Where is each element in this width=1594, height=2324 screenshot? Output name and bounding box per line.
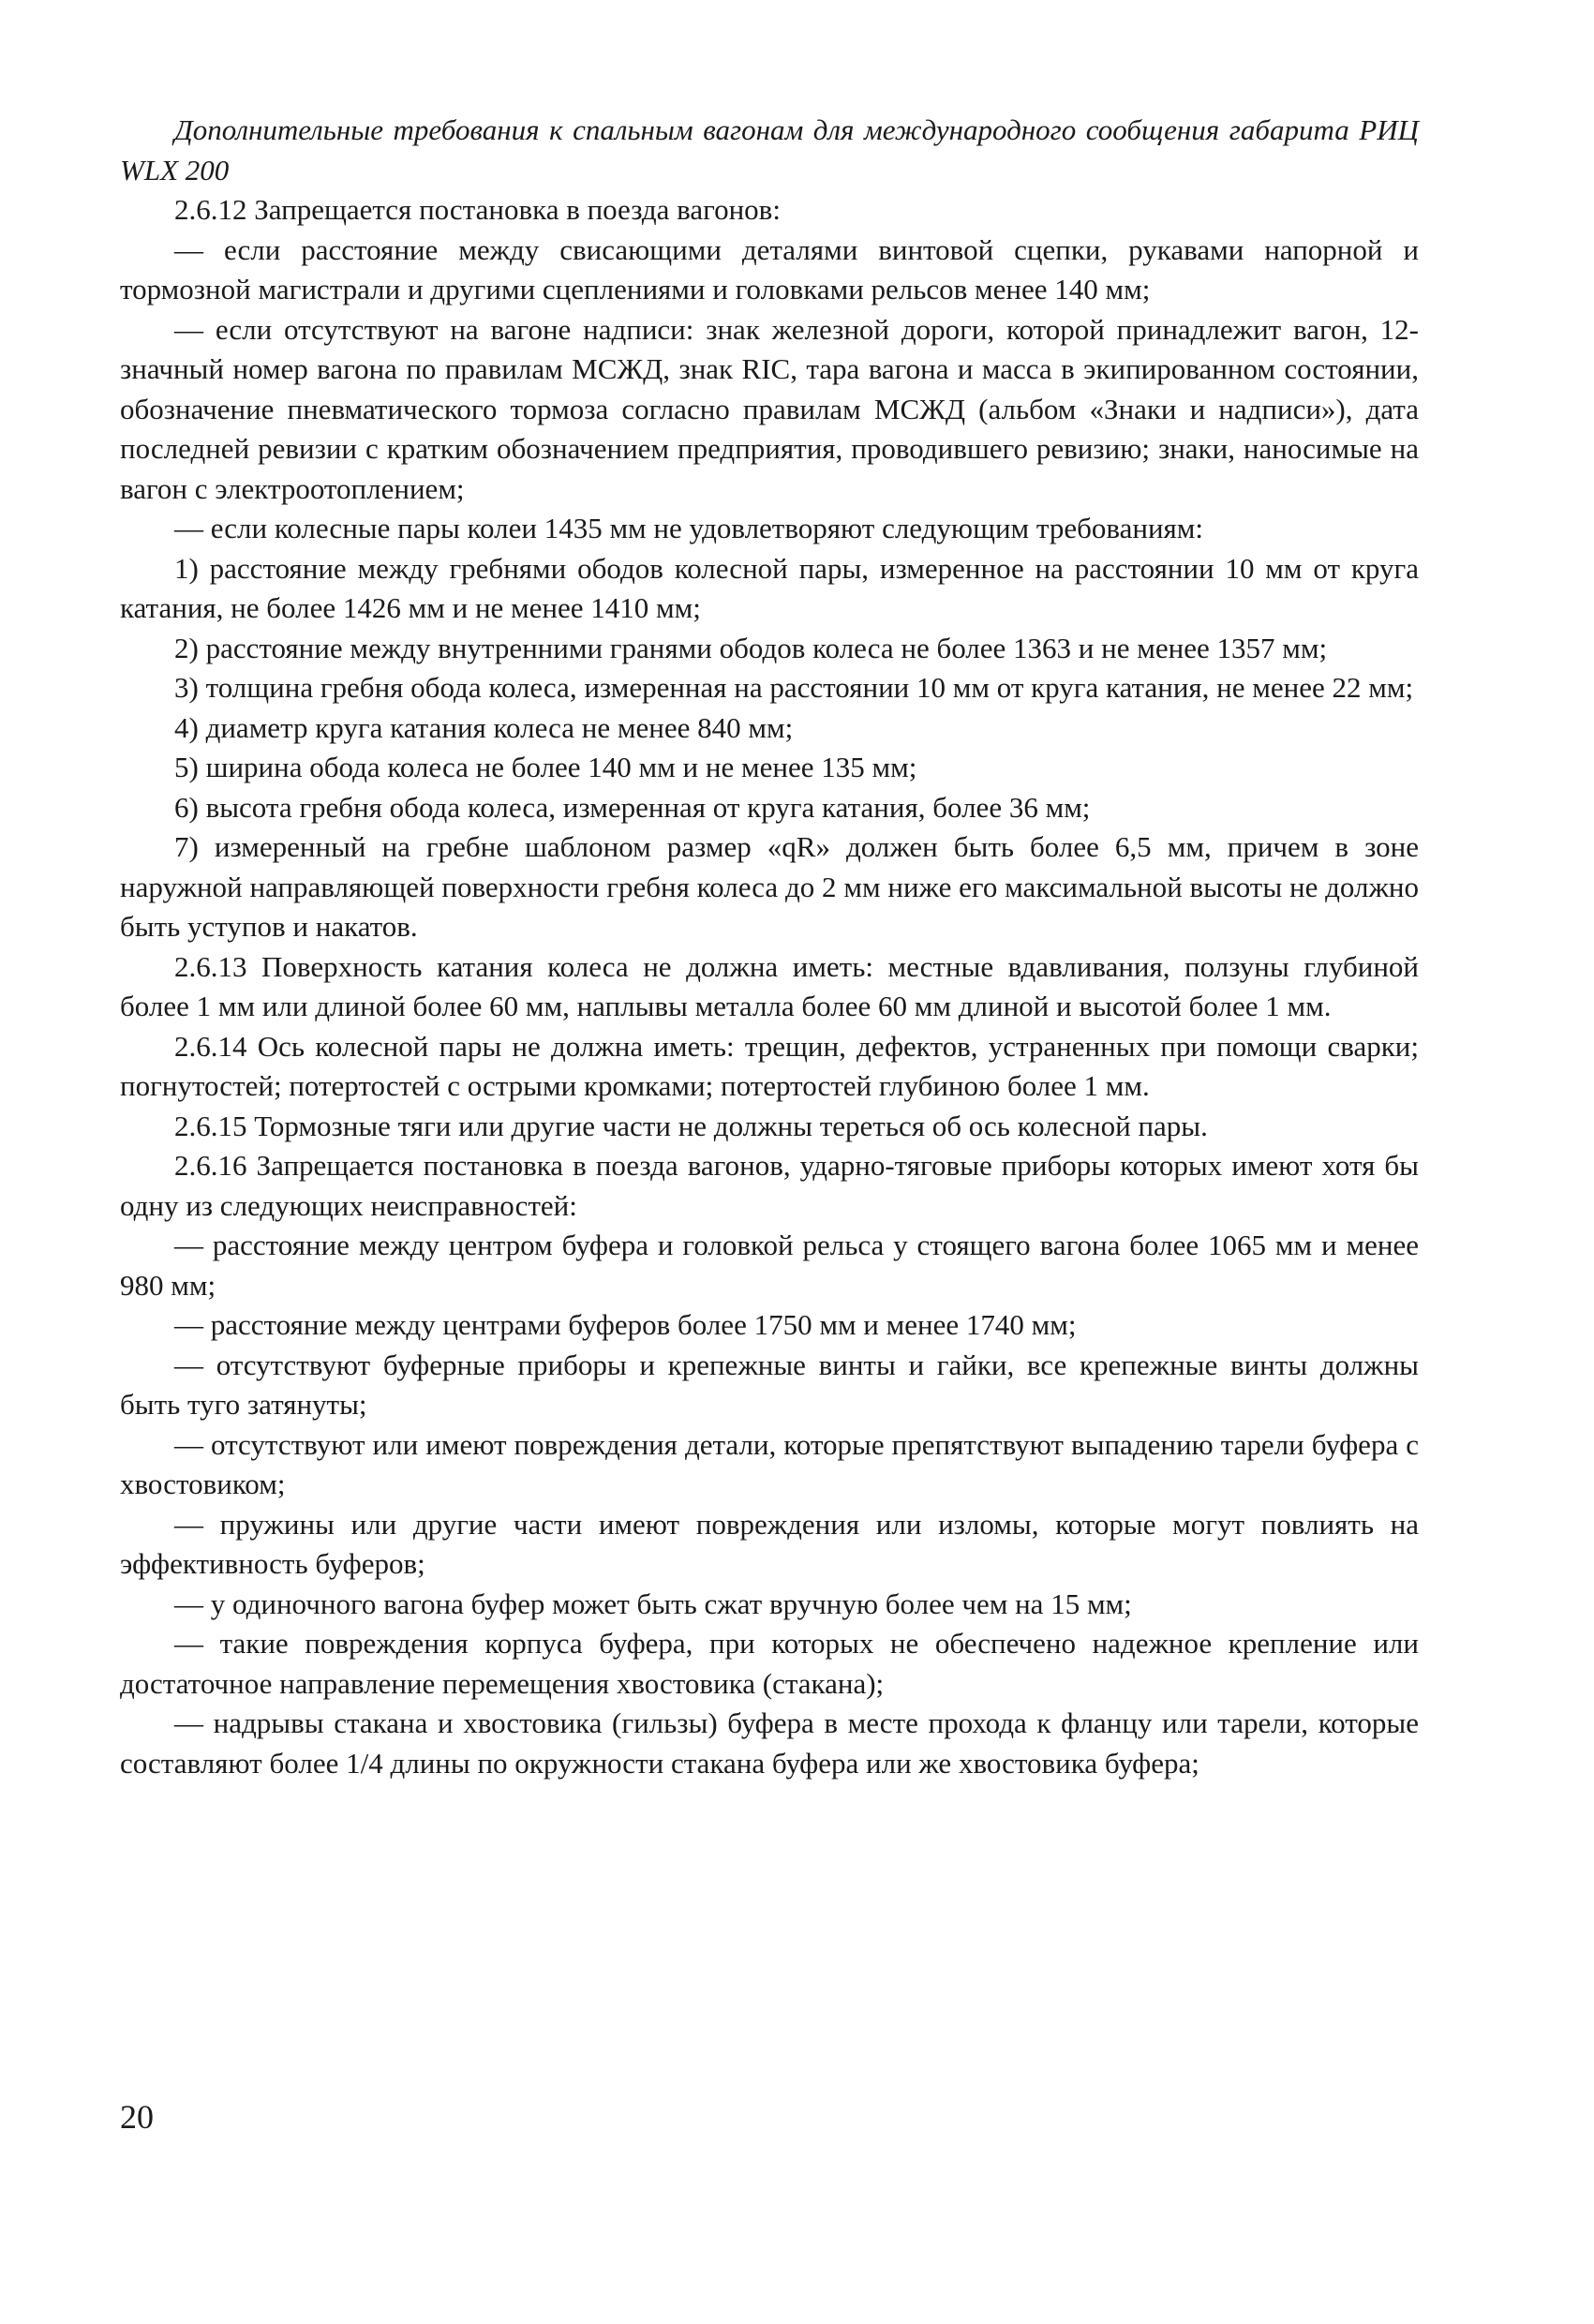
requirement-1: 1) расстояние между гребнями ободов колесной пары, измеренное на расстоянии 10 мм от круга катания, не более 1426 мм и не менее 1410 мм; — [120, 551, 1419, 624]
list-item-buffer-housing: — такие повреждения корпуса буфера, при которых не обеспечено надежное крепление или достаточное направление перемещения хвостовика (стакана); — [120, 1627, 1419, 1700]
requirement-4: 4) диаметр круга катания колеса не менее 840 мм; — [174, 710, 794, 744]
requirement-6: 6) высота гребня обода колеса, измеренная от круга катания, более 36 мм; — [174, 790, 1091, 824]
list-item-buffer-devices: — отсутствуют буферные приборы и крепежные винты и гайки, все крепежные винты должны быть туго затянуты; — [120, 1348, 1419, 1421]
requirement-5: 5) ширина обода колеса не более 140 мм и не менее 135 мм; — [174, 751, 917, 783]
list-item-buffer-parts: — отсутствуют или имеют повреждения детали, которые препятствуют выпадению тарели буфера с хвостовиком; — [120, 1427, 1419, 1500]
list-item-springs: — пружины или другие части имеют повреждения или изломы, которые могут повлиять на эффективность буферов; — [120, 1507, 1419, 1580]
document-body — [120, 111, 1419, 1783]
list-item-buffer-compression: — у одиночного вагона буфер может быть сжат вручную более чем на 15 мм; — [174, 1587, 1132, 1620]
list-item-buffer-height: — расстояние между центром буфера и головкой рельса у стоящего вагона более 1065 мм и менее 980 мм; — [120, 1229, 1419, 1302]
list-item-clearance: — если расстояние между свисающими деталями винтовой сцепки, рукавами напорной и тормозной магистрали и другими сцеплениями и головками рельсов менее 140 мм; — [120, 232, 1419, 305]
paragraph-2-6-14: 2.6.14 Ось колесной пары не должна иметь: трещин, дефектов, устраненных при помощи сварки; погнутостей; потертостей с острыми кромками; потертостей глубиною более 1 мм. — [120, 1029, 1419, 1102]
paragraph-2-6-13: 2.6.13 Поверхность катания колеса не должна иметь: местные вдавливания, ползуны глубиной более 1 мм или длиной более 60 мм, наплывы металла более 60 мм длиной и высотой более 1 мм. — [120, 949, 1419, 1022]
list-item-inscriptions: — если отсутствуют на вагоне надписи: знак железной дороги, которой принадлежит вагон, 12-значный номер вагона по правилам МСЖД, знак RIC, тара вагона и масса в экипированном состоянии, обозначение пневматического тормоза согласно правилам МСЖД (альбом «Знаки и надписи»), дата последней ревизии с кратким обозначением предприятия, проводившего ревизию; знаки, наносимые на вагон с электроотоплением; — [120, 312, 1419, 505]
paragraph-2-6-16: 2.6.16 Запрещается постановка в поезда вагонов, ударно-тяговые приборы которых имеют хотя бы одну из следующих неисправностей: — [120, 1149, 1419, 1222]
paragraph-2-6-12: 2.6.12 Запрещается постановка в поезда вагонов: — [174, 193, 781, 226]
paragraph-2-6-15: 2.6.15 Тормозные тяги или другие части не должны тереться об ось колесной пары. — [174, 1109, 1208, 1142]
section-heading: Дополнительные требования к спальным вагонам для международного сообщения габарита РИЦ WLX 200 — [120, 113, 1419, 186]
requirement-7: 7) измеренный на гребне шаблоном размер «qR» должен быть более 6,5 мм, причем в зоне наружной направляющей поверхности гребня колеса до 2 мм ниже его максимальной высоты не должно быть уступов и накатов. — [120, 830, 1419, 943]
requirement-3: 3) толщина гребня обода колеса, измеренная на расстоянии 10 мм от круга катания, не менее 22 мм; — [174, 671, 1414, 704]
page-number: 20 — [120, 2098, 154, 2136]
requirement-2: 2) расстояние между внутренними гранями ободов колеса не более 1363 и не менее 1357 мм; — [174, 631, 1328, 664]
list-item-buffer-spacing: — расстояние между центрами буферов более 1750 мм и менее 1740 мм; — [174, 1308, 1077, 1341]
list-item-buffer-tears: — надрывы стакана и хвостовика (гильзы) буфера в месте прохода к фланцу или тарели, которые составляют более 1/4 длины по окружности стакана буфера или же хвостовика буфера; — [120, 1706, 1419, 1780]
list-item-wheelsets: — если колесные пары колеи 1435 мм не удовлетворяют следующим требованиям: — [174, 512, 1204, 544]
